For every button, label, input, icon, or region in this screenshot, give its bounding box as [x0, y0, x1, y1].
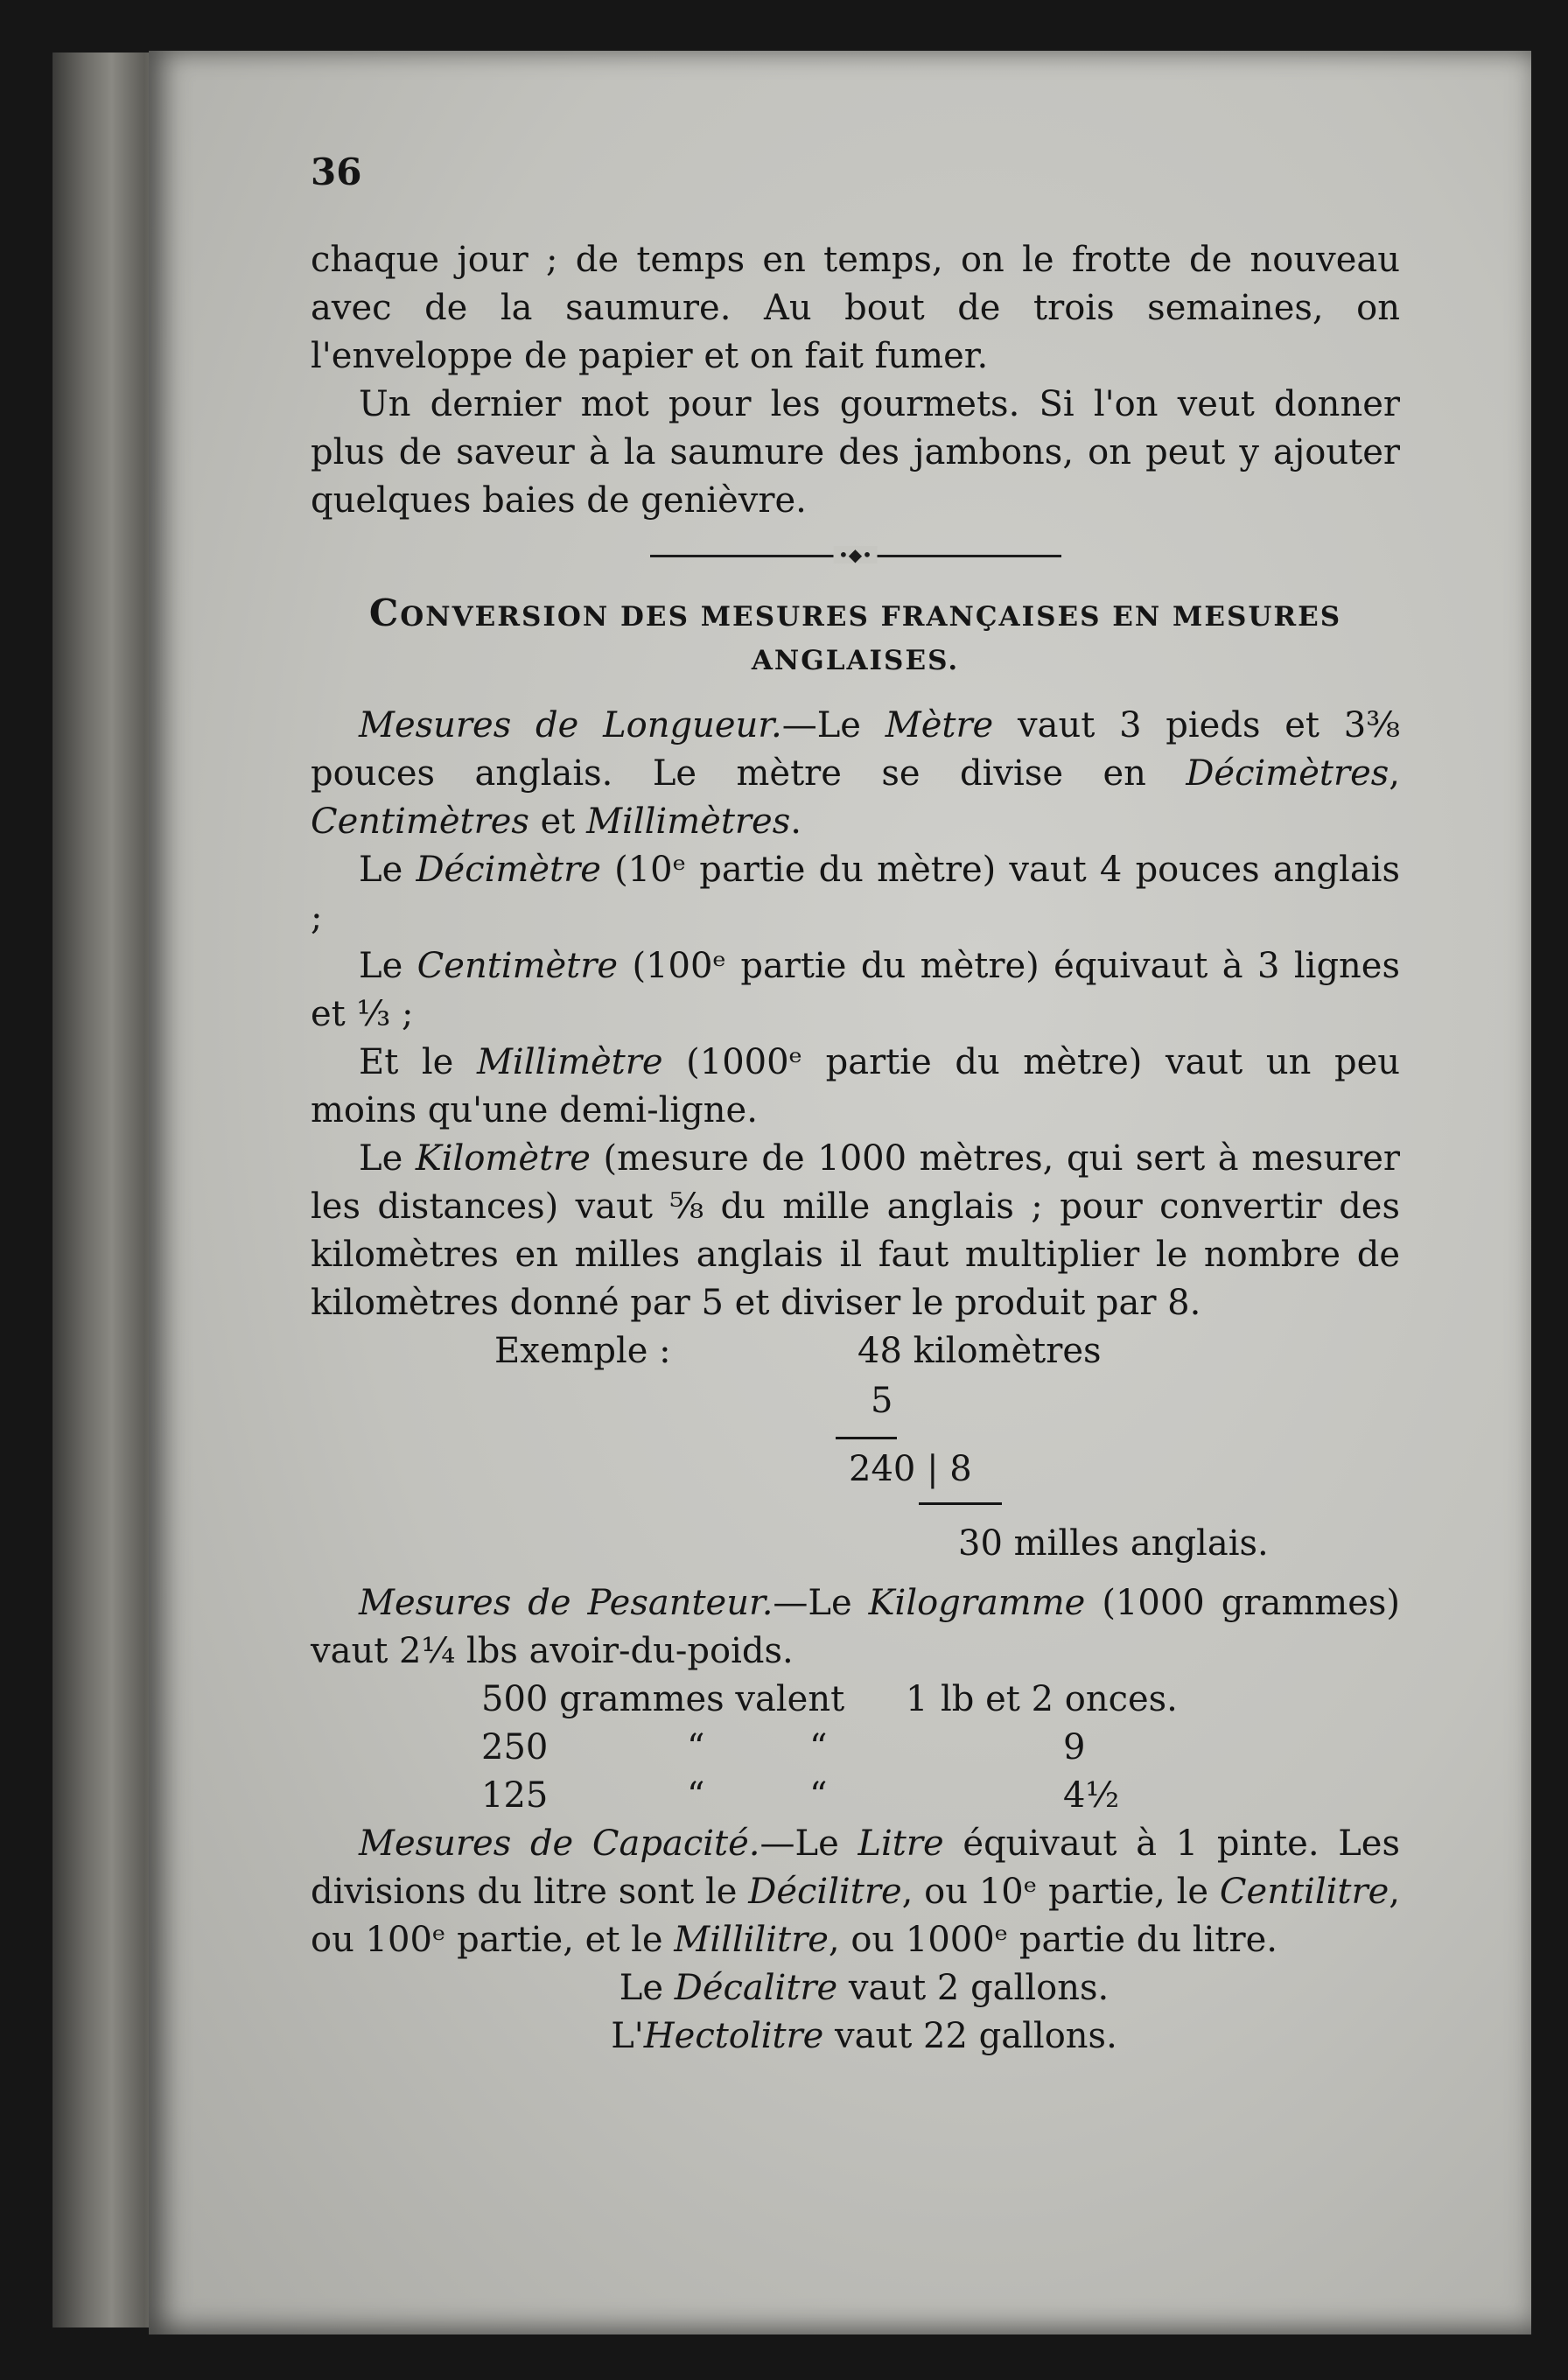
weight-row-500-value: lb et 2 onces. [941, 1679, 1178, 1719]
longueur-millimetres: Millimètres [586, 802, 791, 842]
kilometre-name: Kilomètre [415, 1138, 591, 1179]
longueur-fraction: 3⅜ [1343, 705, 1400, 746]
kilometre-text: (mesure de 1000 mètres, qui sert à mesurer les distances) vaut ⅝ du mille anglais ; pour convertir des kilomètres en milles anglais il faut multiplier le nombre de kilomètres donné par 5 et diviser le produit par 8. [311, 1138, 1400, 1323]
capacite-decilitre: Décilitre [748, 1872, 902, 1912]
weight-row-250-ditto-1: “ [687, 1727, 705, 1768]
millimetre-le: Et le [359, 1042, 477, 1082]
paragraph-pesanteur [311, 1579, 1400, 1676]
centimetre-text: (100ᵉ partie du mètre) équivaut à 3 lignes et ⅓ ; [311, 946, 1401, 1034]
weight-row-125-ditto-2: “ [809, 1775, 828, 1816]
example-rule-2 [919, 1502, 1002, 1505]
paragraph-kilometre [311, 1135, 1400, 1327]
page-text [311, 158, 1400, 2061]
centimetre-name: Centimètre [416, 946, 619, 986]
pesanteur-text: (1000 grammes) vaut 2¼ lbs avoir-du-poids. [311, 1583, 1400, 1671]
example-label: Exemple : [494, 1331, 671, 1371]
longueur-dash: —Le [781, 705, 886, 746]
weight-row-500 [311, 1676, 1400, 1724]
capacite-text-2: , ou 10ᵉ partie, le [901, 1872, 1220, 1912]
decalitre-name: Décalitre [674, 1968, 838, 2008]
weight-row-125-ditto-1: “ [687, 1775, 705, 1816]
weight-row-250-label: 250 [481, 1727, 549, 1768]
longueur-end: . [790, 802, 802, 842]
centimetre-le: Le [359, 946, 417, 986]
line-decalitre [311, 1964, 1400, 2012]
pesanteur-title: Mesures de Pesanteur. [359, 1583, 774, 1623]
weight-row-125-label: 125 [481, 1775, 549, 1816]
section-heading [311, 592, 1400, 682]
section-divider [650, 544, 1061, 565]
capacite-title: Mesures de Capacité. [359, 1824, 760, 1864]
paragraph-capacite [311, 1820, 1400, 1964]
paragraph-centimetre [311, 942, 1400, 1039]
decimetre-le: Le [359, 850, 416, 890]
paragraph-longueur [311, 702, 1400, 846]
example-line-2: 5 [871, 1381, 893, 1421]
longueur-metre: Mètre [885, 705, 994, 746]
capacite-text-1: équivaut à 1 pinte. Les divisions du litre sont le [311, 1824, 1401, 1912]
pesanteur-name: Kilogramme [868, 1583, 1086, 1623]
decalitre-text: vaut 2 gallons. [837, 1968, 1110, 2008]
weight-row-500-label: 500 grammes valent [481, 1679, 845, 1719]
longueur-text-1: vaut 3 pieds et [993, 705, 1344, 746]
longueur-et: et [528, 802, 587, 842]
capacite-dash: —Le [760, 1824, 858, 1864]
example-rule-1 [836, 1437, 897, 1439]
capacite-litre: Litre [858, 1824, 944, 1864]
heading-initial: C [368, 592, 401, 634]
page-number: 36 [311, 150, 362, 193]
conversion-example [311, 1327, 1400, 1579]
example-line-3: 240 | 8 [849, 1449, 972, 1489]
line-hectolitre [311, 2012, 1400, 2061]
decimetre-name: Décimètre [416, 850, 601, 890]
capacite-text-4: , ou 1000ᵉ partie du litre. [828, 1920, 1278, 1960]
paragraph-intro-1: chaque jour ; de temps en temps, on le frotte de nouveau avec de la saumure. Au bout de trois semaines, on l'enveloppe de papier et on fait fumer. [311, 240, 1400, 376]
decalitre-le: Le [619, 1968, 675, 2008]
capacite-centilitre: Centilitre [1219, 1872, 1390, 1912]
example-line-4: 30 milles anglais. [958, 1523, 1269, 1564]
weight-row-125-value: 4½ [1063, 1775, 1120, 1816]
hectolitre-text: vaut 22 gallons. [823, 2016, 1117, 2056]
millimetre-text: (1000ᵉ partie du mètre) vaut un peu moins qu'une demi-ligne. [311, 1042, 1401, 1130]
heading-text: ONVERSION DES MESURES FRANÇAISES EN MESURES ANGLAISES. [400, 601, 1342, 676]
paragraph-intro-2: Un dernier mot pour les gourmets. Si l'on veut donner plus de saveur à la saumure des jambons, on peut y ajouter quelques baies de genièvre. [311, 384, 1400, 521]
hectolitre-le: L' [611, 2016, 644, 2056]
longueur-text-2: pouces anglais. Le mètre se divise en [311, 753, 1186, 794]
pesanteur-dash: —Le [773, 1583, 869, 1623]
longueur-decimetres: Décimètres [1186, 753, 1390, 794]
longueur-centimetres: Centimètres [311, 802, 529, 842]
weight-row-125 [311, 1772, 1400, 1820]
weight-row-250 [311, 1724, 1400, 1772]
capacite-millilitre: Millilitre [674, 1920, 829, 1960]
longueur-title: Mesures de Longueur. [359, 705, 782, 746]
paragraph-decimetre [311, 846, 1400, 942]
example-line-1: 48 kilomètres [858, 1331, 1102, 1371]
longueur-comma: , [1389, 753, 1400, 794]
divider-ornament: •◆• [833, 546, 878, 564]
weight-row-250-ditto-2: “ [809, 1727, 828, 1768]
decimetre-text: (10ᵉ partie du mètre) vaut 4 pouces anglais ; [311, 850, 1400, 938]
hectolitre-name: Hectolitre [643, 2016, 824, 2056]
millimetre-name: Millimètre [476, 1042, 663, 1082]
weight-row-500-lb: 1 [906, 1679, 928, 1719]
kilometre-le: Le [359, 1138, 416, 1179]
capacite-text-3: , ou 100ᵉ partie, et le [311, 1872, 1400, 1960]
weight-row-250-value: 9 [1063, 1727, 1086, 1768]
paragraph-millimetre [311, 1039, 1400, 1135]
